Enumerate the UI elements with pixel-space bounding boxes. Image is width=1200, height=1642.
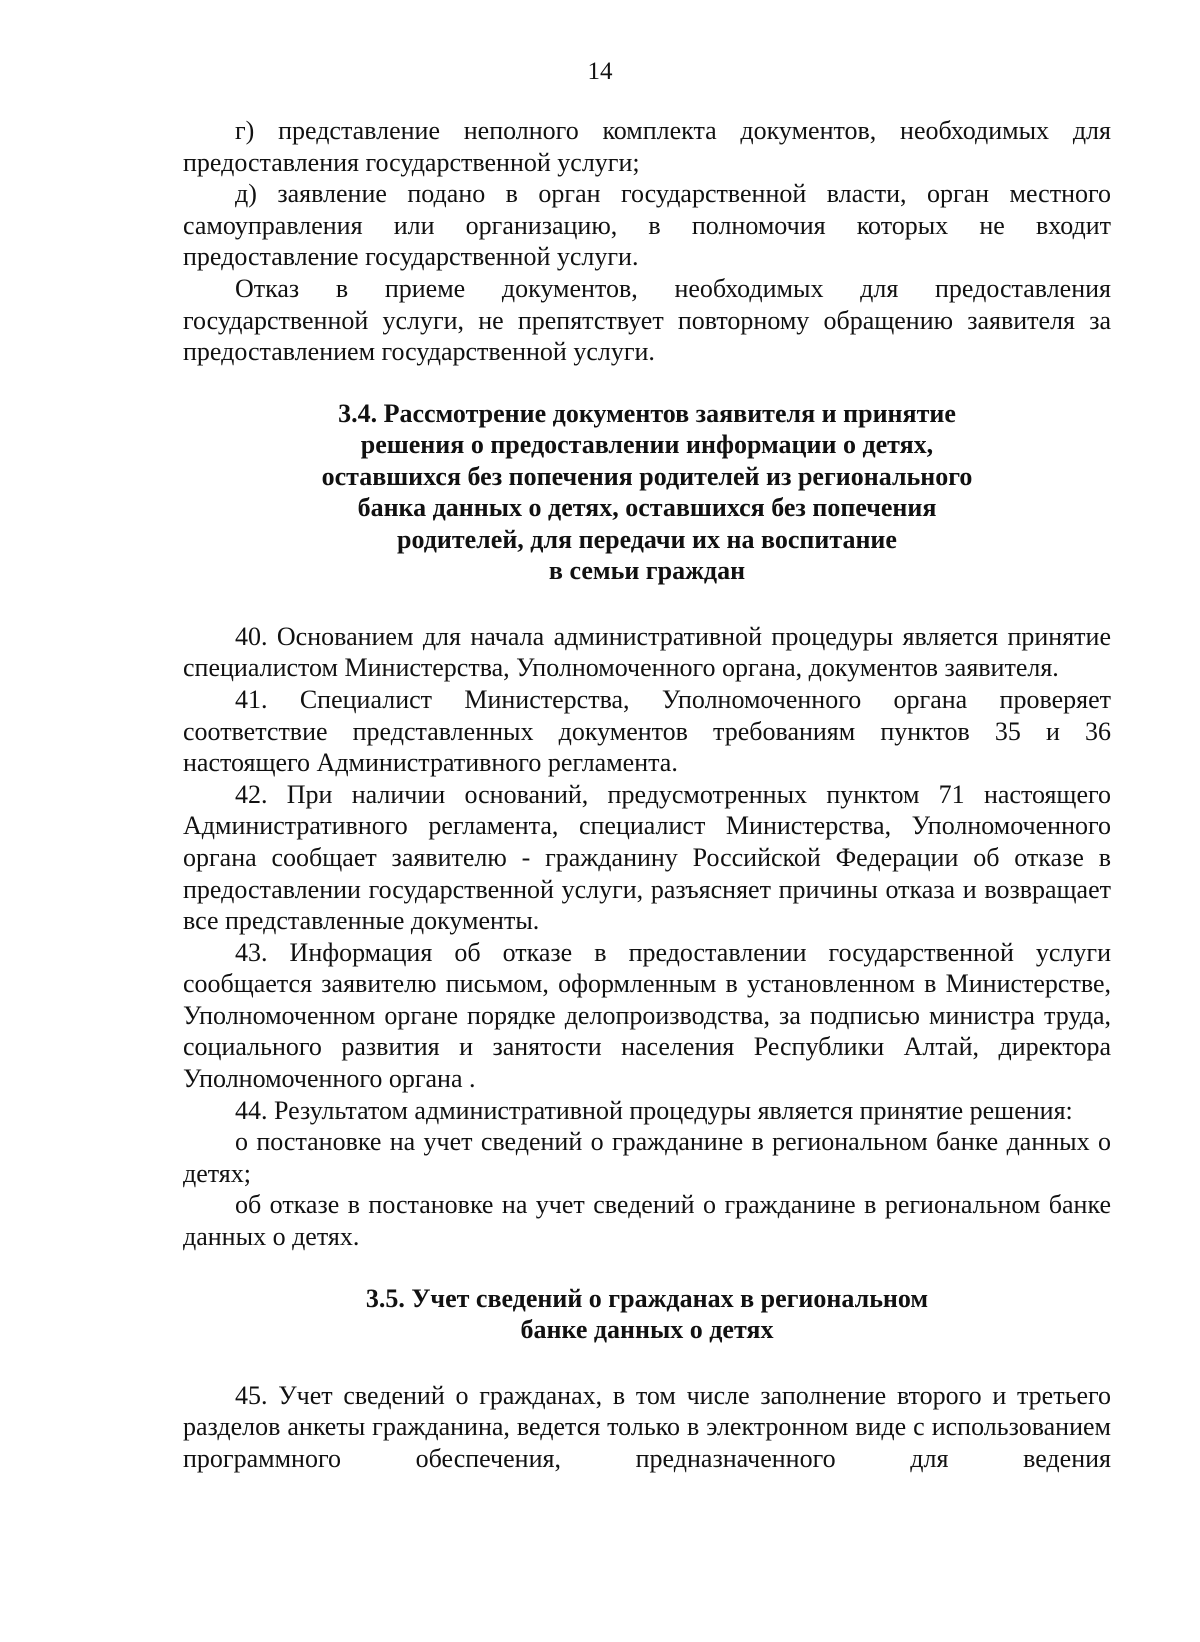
paragraph-44-option-2: об отказе в постановке на учет сведений о гражданине в региональном банке данных о детях. bbox=[183, 1190, 1111, 1252]
section-3-4-heading bbox=[183, 398, 1111, 587]
paragraph-refusal: Отказ в приеме документов, необходимых для предоставления государственной услуги, не препятствует повторному обращению заявителя за предоставлением государственной услуги. bbox=[183, 273, 1111, 367]
heading-line: 3.5. Учет сведений о гражданах в региональном bbox=[365, 1283, 929, 1313]
paragraph-41: 41. Специалист Министерства, Уполномоченного органа проверяет соответствие представленных документов требованиям пунктов 35 и 36 настоящего Административного регламента. bbox=[183, 684, 1111, 778]
heading-line: банке данных о детях bbox=[520, 1315, 774, 1345]
heading-line: родителей, для передачи их на воспитание bbox=[397, 524, 897, 554]
paragraph-44-option-1: о постановке на учет сведений о гражданине в региональном банке данных о детях; bbox=[183, 1127, 1111, 1188]
paragraph-43: 43. Информация об отказе в предоставлении государственной услуги сообщается заявителю письмом, оформленным в установленном в Министерстве, Уполномоченном органе порядке делопроизводства, за подписью министра труда, социального развития и занятости населения Республики Алтай, директора Уполномоченного органа . bbox=[183, 937, 1111, 1094]
paragraph-g: г) представление неполного комплекта документов, необходимых для предоставления государственной услуги; bbox=[183, 116, 1111, 177]
heading-line: в семьи граждан bbox=[548, 556, 746, 586]
section-3-5-heading bbox=[183, 1283, 1111, 1346]
heading-line: оставшихся без попечения родителей из регионального bbox=[321, 461, 973, 491]
paragraph-d: д) заявление подано в орган государственной власти, орган местного самоуправления или организацию, в полномочия которых не входит предоставление государственной услуги. bbox=[183, 179, 1111, 272]
paragraph-42: 42. При наличии оснований, предусмотренных пунктом 71 настоящего Административного регламента, специалист Министерства, Уполномоченного органа сообщает заявителю - гражданину Российской Федерации об отказе в предоставлении государственной услуги, разъясняет причины отказа и возвращает все представленные документы. bbox=[183, 779, 1111, 936]
paragraph-44: 44. Результатом административной процедуры является принятие решения: bbox=[235, 1095, 1073, 1125]
document-body bbox=[183, 115, 1111, 1474]
heading-line: решения о предоставлении информации о детях, bbox=[360, 430, 934, 460]
paragraph-45: 45. Учет сведений о гражданах, в том числе заполнение второго и третьего разделов анкеты гражданина, ведется только в электронном виде с использованием программного обеспечения, предназначенного для ведения bbox=[183, 1380, 1111, 1473]
heading-line: банка данных о детях, оставшихся без попечения bbox=[357, 493, 937, 523]
paragraph-40: 40. Основанием для начала административной процедуры является принятие специалистом Министерства, Уполномоченного органа, документов заявителя. bbox=[183, 621, 1111, 683]
page-number: 14 bbox=[587, 58, 613, 85]
heading-line: 3.4. Рассмотрение документов заявителя и принятие bbox=[338, 398, 956, 428]
